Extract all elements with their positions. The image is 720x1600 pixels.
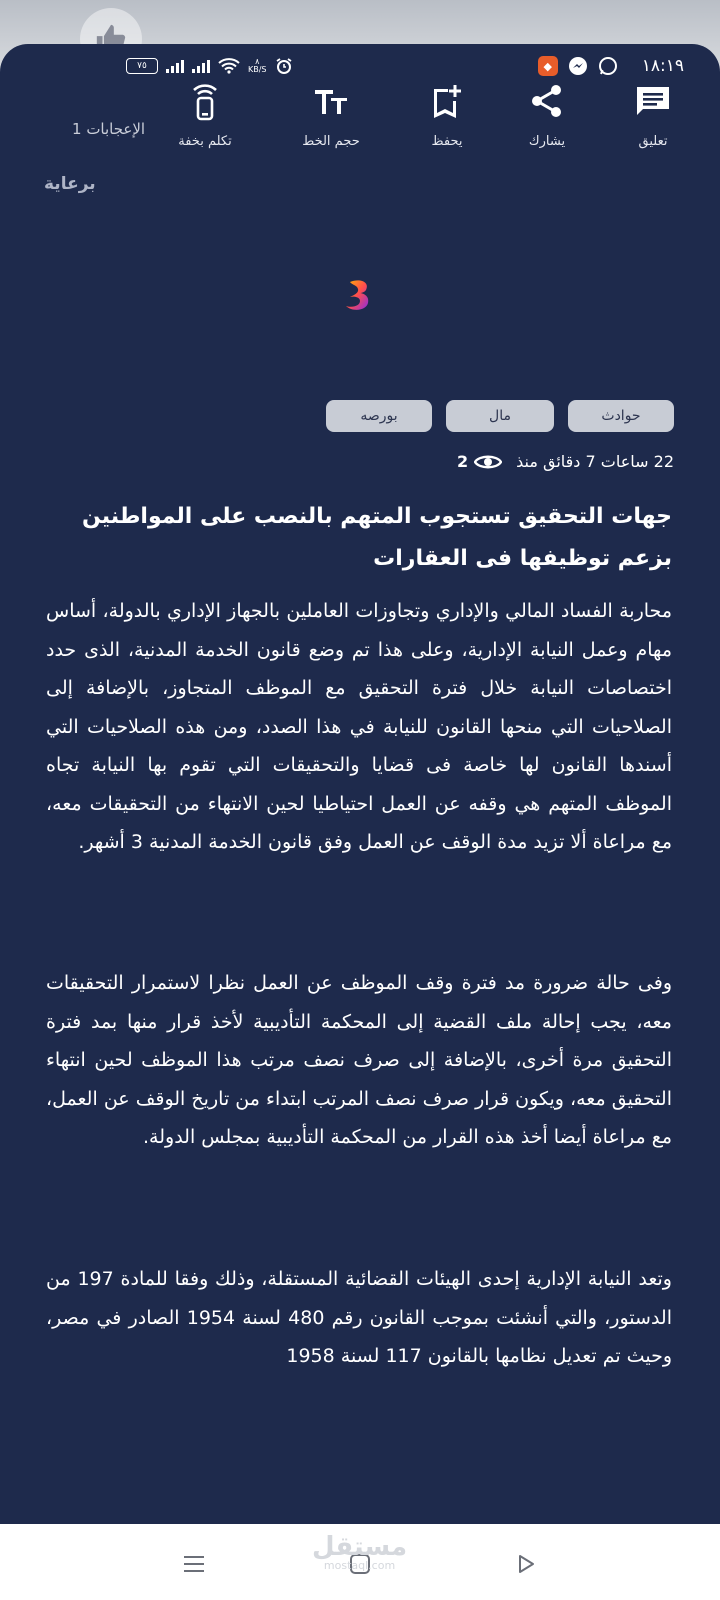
back-triangle-icon — [515, 1553, 537, 1575]
share-button[interactable] — [502, 76, 592, 149]
watermark-domain: mostaql.com — [323, 1559, 396, 1572]
watermark-brand: مستقل — [312, 1532, 408, 1562]
battery-indicator: ٧٥ — [126, 58, 158, 74]
site-logo-icon — [340, 276, 380, 316]
article-paragraph: وتعد النيابة الإدارية إحدى الهيئات القضائية المستقلة، وذلك وفقا للمادة 197 من الدستور، والتي أنشئت بموجب القانون رقم 480 لسنة 1954 الصادر في مصر، وحيث تم تعديل نظامها بالقانون 117 لسنة 1958 — [46, 1268, 672, 1367]
bookmark-add-icon — [430, 83, 464, 119]
article-paragraph: وفى حالة ضرورة مد فترة وقف الموظف عن العمل نظرا لاستمرار التحقيقات معه، يجب إحالة ملف القضية إلى المحكمة التأديبية لأخذ قرار منها بمد فترة التحقيق مرة أخرى، بالإضافة إلى صرف نصف مرتب هذا الموظف لحين انتهاء التحقيق معه، ويكون قرار صرف نصف المرتب ابتداء من تاريخ الوقف عن العمل، مع مراعاة أيضا أخذ هذه القرار من المحكمة التأديبية بمجلس الدولة. — [46, 972, 672, 1148]
menu-button[interactable] — [176, 1546, 212, 1582]
messenger-icon — [568, 56, 588, 76]
watermark — [312, 1534, 407, 1572]
app-notification-icon: ◆ — [538, 56, 558, 76]
back-button[interactable] — [508, 1546, 544, 1582]
published-time: 22 ساعات 7 دقائق منذ — [516, 452, 674, 471]
article-headline: جهات التحقيق تستجوب المتهم بالنصب على المواطنين بزعم توظيفها فى العقارات — [81, 504, 672, 571]
whatsapp-icon — [598, 56, 618, 76]
article-meta — [457, 452, 674, 471]
tag-chip[interactable]: حوادث — [568, 400, 674, 432]
comment-label: تعليق — [638, 134, 668, 149]
eye-icon — [474, 453, 502, 471]
tag-list — [326, 400, 674, 432]
save-button[interactable] — [402, 76, 492, 149]
tag-chip[interactable]: بورصه — [326, 400, 432, 432]
share-label: يشارك — [528, 134, 566, 149]
views-count: 2 — [456, 452, 469, 471]
font-size-button[interactable] — [286, 76, 376, 149]
font-size-label: حجم الخط — [302, 134, 360, 149]
tag-chip[interactable]: مال — [446, 400, 554, 432]
save-label: يحفظ — [431, 134, 463, 149]
comment-icon — [635, 84, 671, 118]
article-paragraph: محاربة الفساد المالي والإداري وتجاوزات العاملين بالجهاز الإداري بالدولة، أساس مهام وعمل النيابة الإدارية، وعلى هذا تم وضع قانون الخدمة المدنية، الذى حدد اختصاصات النيابة خلال فترة التحقيق مع الموظف المتجاوز، بالإضافة إلى الصلاحيات التي منحها القانون للنيابة في هذا الصدد، ومن هذه الصلاحيات التي أسندها القانون لها خاصة فى قضايا والتحقيقات التي تقوم بها النيابة تجاه الموظف المتهم هي وقفه عن العمل احتياطيا لحين الانتهاء من التحقيقات معه، مع مراعاة ألا تزيد مدة الوقف عن العمل وفق قانون الخدمة المدنية 3 أشهر. — [46, 600, 672, 853]
wifi-icon — [218, 58, 240, 74]
menu-icon — [182, 1554, 206, 1574]
phone-speaker-icon — [190, 81, 220, 121]
signal-icon — [166, 59, 184, 73]
article-sheet[interactable] — [0, 44, 720, 1524]
views-counter — [457, 452, 502, 471]
whisper-label: تكلم بخفة — [178, 134, 232, 149]
alarm-icon — [275, 57, 293, 75]
system-nav-bar — [0, 1524, 720, 1600]
share-icon — [530, 84, 564, 118]
text-size-icon — [313, 86, 349, 116]
whisper-button[interactable] — [160, 76, 250, 149]
comment-button[interactable] — [608, 76, 698, 149]
article-toolbar — [0, 76, 720, 196]
sponsored-label: برعاية — [44, 174, 96, 194]
likes-count[interactable]: 1 الإعجابات — [72, 120, 146, 138]
clock: ١٨:١٩ — [641, 56, 684, 76]
signal-icon-2 — [192, 59, 210, 73]
net-speed: ٨ KB/S — [248, 57, 267, 74]
